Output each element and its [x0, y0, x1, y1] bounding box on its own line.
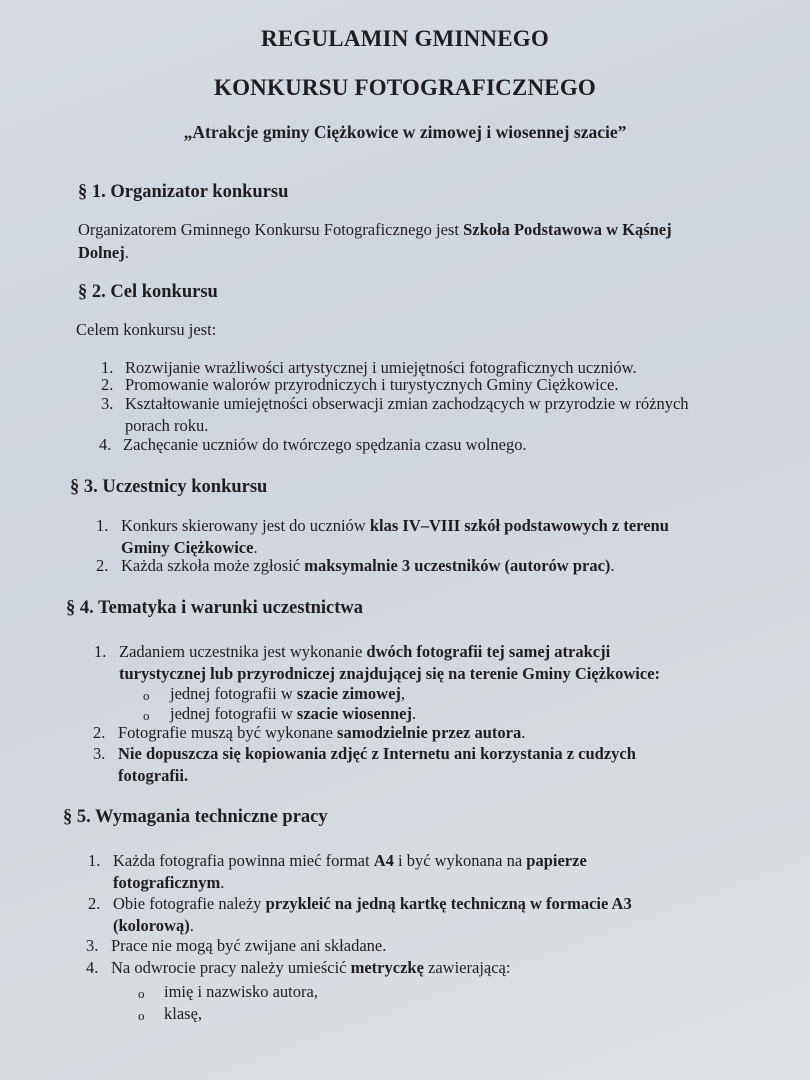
list-text: Każda szkoła może zgłosić	[121, 556, 305, 575]
list-text-cont: porach roku.	[125, 415, 209, 435]
sub-list-item	[143, 683, 643, 705]
list-text: Obie fotografie należy	[113, 894, 266, 913]
organizer-name-cont: Dolnej	[78, 243, 125, 262]
list-text: Na odwrocie pracy należy umieścić	[111, 958, 351, 977]
list-number: 2.	[88, 894, 101, 913]
section-2-heading: § 2. Cel konkursu	[78, 282, 218, 302]
document-subtitle: „Atrakcje gminy Ciężkowice w zimowej i wiosennej szacie”	[183, 122, 627, 142]
punctuation: .	[411, 704, 417, 723]
list-text: Promowanie walorów przyrodniczych i turystycznych Gminy Ciężkowice.	[125, 375, 619, 394]
sub-list-text-bold: szacie wiosennej	[296, 704, 412, 723]
list-item	[88, 893, 778, 936]
list-number: 3.	[101, 394, 114, 413]
list-text-bold: A4	[373, 851, 394, 870]
organizer-name: Szkoła Podstawowa w Kąśnej	[463, 220, 672, 239]
list-text: Konkurs skierowany jest do uczniów	[121, 516, 370, 535]
sub-list-text-bold: szacie zimowej	[296, 684, 401, 703]
list-text: i być wykonana na	[393, 851, 527, 870]
list-text: Prace nie mogą być zwijane ani składane.	[111, 936, 387, 955]
list-text-bold: papierze	[526, 851, 587, 870]
list-item	[88, 850, 768, 893]
list-text-bold-cont: turystycznej lub przyrodniczej znajdującej się na terenie Gminy Ciężkowice:	[119, 663, 661, 683]
sub-list-item	[138, 1003, 638, 1025]
list-item	[99, 434, 739, 456]
list-number: 2.	[96, 556, 109, 575]
sub-list-item	[138, 981, 638, 1003]
list-number: 1.	[101, 358, 114, 377]
punctuation: .	[124, 243, 129, 262]
section-1-heading: § 1. Organizator konkursu	[78, 182, 289, 202]
list-text-bold: maksymalnie 3 uczestników (autorów prac)	[304, 556, 611, 575]
section-1-paragraph	[78, 218, 738, 264]
list-item	[86, 935, 766, 957]
bullet-icon: o	[143, 708, 150, 723]
list-text: Zachęcanie uczniów do twórczego spędzania czasu wolnego.	[123, 435, 527, 454]
list-text: Fotografie muszą być wykonane	[118, 723, 338, 742]
bullet-icon: o	[138, 1008, 145, 1023]
section-1-text: Organizatorem Gminnego Konkursu Fotograficznego jest	[78, 220, 464, 239]
list-text: zawierającą:	[423, 958, 511, 977]
list-number: 4.	[99, 435, 112, 454]
list-number: 2.	[93, 723, 106, 742]
list-item	[86, 957, 766, 979]
punctuation: .	[220, 872, 225, 892]
list-item	[96, 515, 756, 558]
sub-list-text: jednej fotografii w	[170, 684, 297, 703]
list-text: Zadaniem uczestnika jest wykonanie	[119, 642, 367, 661]
list-text-bold: metryczkę	[350, 958, 424, 977]
list-text-bold: samodzielnie przez autora	[337, 723, 522, 742]
document-title-line-2: KONKURSU FOTOGRAFICZNEGO	[214, 75, 596, 100]
bullet-icon: o	[138, 986, 145, 1001]
bullet-icon: o	[143, 688, 150, 703]
punctuation: .	[189, 915, 194, 935]
sub-list-text: jednej fotografii w	[170, 704, 297, 723]
list-text-bold-cont: (kolorową)	[113, 915, 190, 935]
list-text: Rozwijanie wrażliwości artystycznej i umiejętności fotograficznych uczniów.	[125, 358, 637, 377]
list-text-bold-cont: fotografii.	[118, 765, 189, 785]
list-text-bold: klas IV–VIII szkół podstawowych z terenu	[369, 516, 669, 535]
list-text: Kształtowanie umiejętności obserwacji zmian zachodzących w przyrodzie w różnych	[125, 394, 689, 413]
list-text-bold: Nie dopuszcza się kopiowania zdjęć z Internetu ani korzystania z cudzych	[118, 744, 636, 763]
list-number: 4.	[86, 958, 99, 977]
list-number: 3.	[86, 936, 99, 955]
list-text-bold-cont: Gminy Ciężkowice	[121, 537, 254, 557]
punctuation: ,	[400, 684, 406, 703]
list-text-bold-cont: fotograficznym	[113, 872, 221, 892]
list-number: 2.	[101, 375, 114, 394]
sub-list-text: imię i nazwisko autora,	[164, 982, 318, 1001]
list-number: 1.	[94, 642, 107, 661]
section-3-heading: § 3. Uczestnicy konkursu	[70, 477, 268, 497]
sub-list-text: klasę,	[164, 1004, 203, 1023]
punctuation: .	[521, 723, 526, 742]
list-item	[94, 641, 774, 684]
list-item	[96, 555, 756, 577]
punctuation: .	[610, 556, 615, 575]
list-number: 1.	[88, 851, 101, 870]
list-text-bold: przykleić na jedną kartkę techniczną w formacie A3	[265, 894, 632, 913]
section-5-heading: § 5. Wymagania techniczne pracy	[63, 807, 328, 827]
document-title-line-1: REGULAMIN GMINNEGO	[261, 26, 549, 51]
list-text-bold: dwóch fotografii tej samej atrakcji	[366, 642, 611, 661]
list-text: Każda fotografia powinna mieć format	[113, 851, 374, 870]
section-4-heading: § 4. Tematyka i warunki uczestnictwa	[66, 598, 364, 618]
list-number: 1.	[96, 516, 109, 535]
list-item	[93, 722, 773, 744]
list-number: 3.	[93, 744, 106, 763]
punctuation: .	[253, 537, 258, 557]
list-item	[93, 743, 783, 786]
section-2-intro: Celem konkursu jest:	[76, 320, 217, 339]
list-item	[101, 393, 751, 436]
